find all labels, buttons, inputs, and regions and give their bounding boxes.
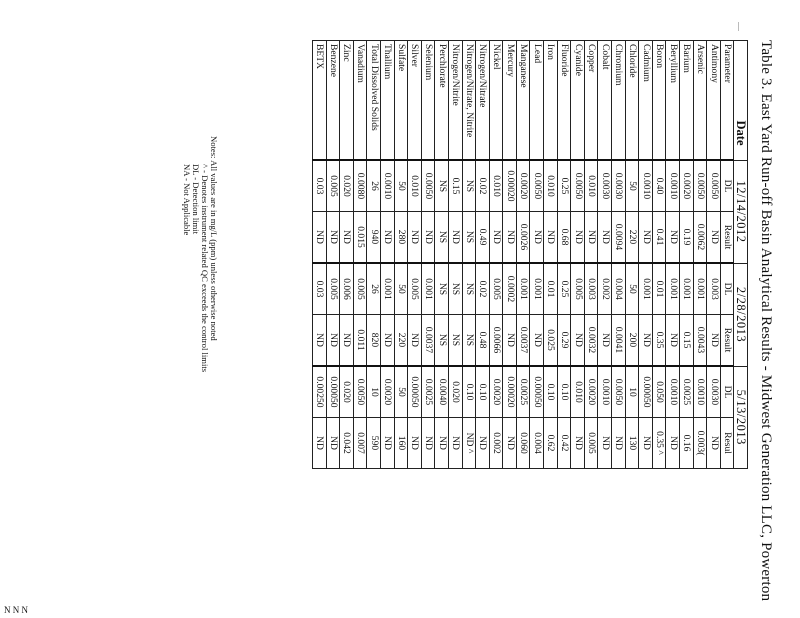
table-row xyxy=(380,41,394,469)
table-row xyxy=(353,41,367,469)
value-cell: ND xyxy=(435,418,449,469)
value-cell: ND xyxy=(380,418,394,469)
edge-letter: N xyxy=(12,605,20,615)
value-cell: 0.010 xyxy=(584,160,598,212)
value-cell: 0.0010 xyxy=(639,160,653,212)
table-row xyxy=(557,41,571,469)
table-row xyxy=(584,41,598,469)
value-cell: ND xyxy=(421,212,435,264)
date-header: 5/13/2013 xyxy=(734,366,748,469)
value-cell: 0.0094 xyxy=(612,212,626,264)
value-cell: 0.16 xyxy=(680,418,694,469)
parameter-cell: Iron xyxy=(544,41,558,161)
parameter-cell: BETX xyxy=(313,41,327,161)
value-cell: ND xyxy=(326,212,340,264)
value-cell: ND xyxy=(408,418,422,469)
value-cell: 0.0010 xyxy=(380,160,394,212)
table-row xyxy=(693,41,707,469)
column-header: Result xyxy=(720,212,734,264)
table-row xyxy=(598,41,612,469)
table-row xyxy=(462,41,476,469)
value-cell: 0.001 xyxy=(380,263,394,315)
value-cell: 0.00250 xyxy=(313,366,327,418)
table-row xyxy=(435,41,449,469)
value-cell: ND xyxy=(503,212,517,264)
parameter-cell: Vanadium xyxy=(353,41,367,161)
value-cell: 0.010 xyxy=(544,160,558,212)
table-row xyxy=(652,41,666,469)
value-cell: 0.001 xyxy=(530,263,544,315)
value-cell: 220 xyxy=(625,212,639,264)
edge-letter: N xyxy=(21,605,28,615)
value-cell: 0.02 xyxy=(476,263,490,315)
parameter-cell: Perchlorate xyxy=(435,41,449,161)
value-cell: 0.41 xyxy=(652,212,666,264)
value-cell: 0.0010 xyxy=(666,160,680,212)
value-cell: ND xyxy=(639,418,653,469)
value-cell: 0.0062 xyxy=(693,212,707,264)
value-cell: 0.00050 xyxy=(408,366,422,418)
value-cell: ND xyxy=(421,418,435,469)
table-row xyxy=(394,41,408,469)
value-cell: 0.050 xyxy=(652,366,666,418)
value-cell: 0.042 xyxy=(340,418,354,469)
value-cell: 220 xyxy=(394,315,408,367)
table-body xyxy=(313,41,721,469)
value-cell: ND xyxy=(380,212,394,264)
parameter-cell: Selenium xyxy=(421,41,435,161)
value-cell: 0.0037 xyxy=(421,315,435,367)
table-row xyxy=(408,41,422,469)
value-cell: ND xyxy=(340,315,354,367)
value-cell: 50 xyxy=(394,160,408,212)
value-cell: 0.25 xyxy=(557,263,571,315)
value-cell: 0.02 xyxy=(476,160,490,212)
value-cell: ND xyxy=(503,418,517,469)
value-cell: ND xyxy=(666,418,680,469)
column-header: DL xyxy=(720,263,734,315)
parameter-cell: Beryllium xyxy=(666,41,680,161)
value-cell: 0.49 xyxy=(476,212,490,264)
value-cell: 0.00050 xyxy=(530,366,544,418)
value-cell: 0.62 xyxy=(544,418,558,469)
value-cell: ND xyxy=(340,212,354,264)
value-cell: 0.40 xyxy=(652,160,666,212)
value-cell: 0.0010 xyxy=(693,366,707,418)
value-cell: 280 xyxy=(394,212,408,264)
value-cell: 0.03 xyxy=(313,160,327,212)
value-cell: 0.01 xyxy=(652,263,666,315)
value-cell: 0.29 xyxy=(557,315,571,367)
value-cell: 0.68 xyxy=(557,212,571,264)
value-cell: ND xyxy=(707,315,721,367)
parameter-cell: Manganese xyxy=(516,41,530,161)
value-cell: ND xyxy=(598,212,612,264)
parameter-cell: Chromium xyxy=(612,41,626,161)
parameter-cell: Arsenic xyxy=(693,41,707,161)
value-cell: 820 xyxy=(367,315,381,367)
value-cell: 0.00020 xyxy=(503,366,517,418)
value-cell: ND xyxy=(313,212,327,264)
value-cell: 0.0050 xyxy=(571,160,585,212)
parameter-cell: Benzene xyxy=(326,41,340,161)
value-cell: 160 xyxy=(394,418,408,469)
value-cell: 0.010 xyxy=(408,160,422,212)
value-cell: NS xyxy=(448,315,462,367)
value-cell: NS xyxy=(462,263,476,315)
value-cell: 0.0037 xyxy=(516,315,530,367)
value-cell: 0.0050 xyxy=(693,160,707,212)
value-cell: ND xyxy=(476,418,490,469)
table-row xyxy=(476,41,490,469)
value-cell: ND ^ xyxy=(462,418,476,469)
value-cell: 200 xyxy=(625,315,639,367)
value-cell: 0.005 xyxy=(326,263,340,315)
value-cell: 0.10 xyxy=(557,366,571,418)
value-cell: 0.0020 xyxy=(584,366,598,418)
value-cell: ND xyxy=(380,315,394,367)
value-cell: 0.005 xyxy=(584,418,598,469)
parameter-cell: Silver xyxy=(408,41,422,161)
parameter-cell: Boron xyxy=(652,41,666,161)
value-cell: 0.004 xyxy=(612,263,626,315)
value-cell: NS xyxy=(462,160,476,212)
value-cell: 0.020 xyxy=(448,366,462,418)
value-cell: 0.003 xyxy=(707,263,721,315)
parameter-cell: Chloride xyxy=(625,41,639,161)
value-cell: 0.10 xyxy=(544,366,558,418)
value-cell: ND xyxy=(544,212,558,264)
value-cell: 0.003 xyxy=(584,263,598,315)
parameter-cell: Zinc xyxy=(340,41,354,161)
value-cell: 0.001 xyxy=(516,263,530,315)
value-cell: 0.001 xyxy=(421,263,435,315)
edge-letters xyxy=(4,606,28,615)
value-cell: 50 xyxy=(625,263,639,315)
parameter-cell: Mercury xyxy=(503,41,517,161)
parameter-cell: Cobalt xyxy=(598,41,612,161)
value-cell: NS xyxy=(435,160,449,212)
value-cell: 0.01 xyxy=(544,263,558,315)
column-header: DL xyxy=(720,366,734,418)
value-cell: 0.35 ^ xyxy=(652,418,666,469)
value-cell: ND xyxy=(408,212,422,264)
value-cell: 0.007 xyxy=(353,418,367,469)
value-cell: 0.001 xyxy=(680,263,694,315)
value-cell: 0.0050 xyxy=(612,366,626,418)
value-cell: 0.0066 xyxy=(489,315,503,367)
value-cell: 0.0050 xyxy=(707,160,721,212)
table-row xyxy=(639,41,653,469)
note-line: Notes: All values are in mg/L (ppm) unless otherwise noted xyxy=(209,136,219,341)
parameter-cell: Nickel xyxy=(489,41,503,161)
table-row xyxy=(666,41,680,469)
value-cell: 0.002 xyxy=(489,418,503,469)
value-cell: ND xyxy=(503,315,517,367)
value-cell: 0.0050 xyxy=(530,160,544,212)
value-cell: 0.0050 xyxy=(353,366,367,418)
value-cell: ND xyxy=(313,315,327,367)
value-cell: ND xyxy=(326,315,340,367)
value-cell: ND xyxy=(584,212,598,264)
value-cell: NS xyxy=(462,212,476,264)
table-row xyxy=(544,41,558,469)
value-cell: ND xyxy=(612,418,626,469)
value-cell: 0.001 xyxy=(639,263,653,315)
edge-letter: N xyxy=(4,605,11,615)
value-cell: 0.15 xyxy=(680,315,694,367)
value-cell: 0.0020 xyxy=(516,160,530,212)
parameter-cell: Copper xyxy=(584,41,598,161)
value-cell: 0.10 xyxy=(476,366,490,418)
value-cell: 0.0010 xyxy=(598,366,612,418)
value-cell: 0.0026 xyxy=(516,212,530,264)
table-row xyxy=(503,41,517,469)
date-header: 2/28/2013 xyxy=(734,263,748,366)
value-cell: NS xyxy=(435,315,449,367)
value-cell: 50 xyxy=(394,263,408,315)
value-cell: 0.025 xyxy=(544,315,558,367)
value-cell: 0.020 xyxy=(340,160,354,212)
value-cell: 0.0030 xyxy=(612,160,626,212)
value-cell: 0.005 xyxy=(408,263,422,315)
value-cell: NS xyxy=(448,263,462,315)
parameter-cell: Cadmium xyxy=(639,41,653,161)
parameter-cell: Sulfate xyxy=(394,41,408,161)
value-cell: ND xyxy=(598,418,612,469)
table-row xyxy=(680,41,694,469)
table-row xyxy=(340,41,354,469)
value-cell: ND xyxy=(571,212,585,264)
value-cell: ND xyxy=(448,418,462,469)
value-cell: 0.001 xyxy=(693,263,707,315)
value-cell: 0.005 xyxy=(489,263,503,315)
table-row xyxy=(571,41,585,469)
column-header: Parameter xyxy=(720,41,734,161)
table-row xyxy=(625,41,639,469)
value-cell: 0.0025 xyxy=(680,366,694,418)
value-cell: 0.0025 xyxy=(516,366,530,418)
value-cell: ND xyxy=(313,418,327,469)
value-cell: 940 xyxy=(367,212,381,264)
value-cell: 0.005 xyxy=(326,160,340,212)
value-cell: 0.015 xyxy=(353,212,367,264)
parameter-cell: Thallium xyxy=(380,41,394,161)
value-cell: 0.15 xyxy=(448,160,462,212)
value-cell: 10 xyxy=(367,366,381,418)
value-cell: 0.005 xyxy=(571,263,585,315)
value-cell: 0.03 xyxy=(313,263,327,315)
value-cell: 0.006 xyxy=(340,263,354,315)
value-cell: 590 xyxy=(367,418,381,469)
value-cell: 0.0030 xyxy=(707,366,721,418)
value-cell: ND xyxy=(598,315,612,367)
value-cell: 0.0020 xyxy=(680,160,694,212)
table-row xyxy=(421,41,435,469)
parameter-cell: Antimony xyxy=(707,41,721,161)
value-cell: 0.010 xyxy=(489,160,503,212)
parameter-cell: Nitrogen/Nitrite xyxy=(448,41,462,161)
value-cell: 0.00050 xyxy=(639,366,653,418)
column-header: DL xyxy=(720,160,734,212)
value-cell: NS xyxy=(462,315,476,367)
date-row xyxy=(734,41,748,469)
value-cell: ND xyxy=(530,315,544,367)
table-row xyxy=(707,41,721,469)
value-cell: 0.0025 xyxy=(421,366,435,418)
value-cell: 0.0050 xyxy=(421,160,435,212)
value-cell: ND xyxy=(666,212,680,264)
value-cell: 0.19 xyxy=(680,212,694,264)
value-cell: 0.0030 xyxy=(598,160,612,212)
table-row xyxy=(516,41,530,469)
value-cell: 0.0002 xyxy=(503,263,517,315)
table-row xyxy=(448,41,462,469)
value-cell: 0.060 xyxy=(516,418,530,469)
value-cell: ND xyxy=(707,418,721,469)
value-cell: NS xyxy=(435,212,449,264)
notes-block xyxy=(182,136,218,372)
value-cell: 0.0040 xyxy=(435,366,449,418)
table-row xyxy=(326,41,340,469)
value-cell: 0.10 xyxy=(462,366,476,418)
value-cell: 0.00020 xyxy=(503,160,517,212)
value-cell: ND xyxy=(408,315,422,367)
value-cell: ND xyxy=(639,212,653,264)
value-cell: 0.001 xyxy=(666,263,680,315)
value-cell: 0.0043 xyxy=(693,315,707,367)
column-header: Result xyxy=(720,315,734,367)
parameter-cell: Barium xyxy=(680,41,694,161)
table-title: Table 3. East Yard Run-off Basin Analytical Results - Midwest Generation LLC, Powerton xyxy=(758,40,774,602)
value-cell: 0.35 xyxy=(652,315,666,367)
results-table xyxy=(312,40,748,469)
value-cell: 0.011 xyxy=(353,315,367,367)
value-cell: 0.020 xyxy=(340,366,354,418)
value-cell: 130 xyxy=(625,418,639,469)
parameter-cell: Total Dissolved Solids xyxy=(367,41,381,161)
date-label: Date xyxy=(734,41,748,161)
parameter-cell: Fluoride xyxy=(557,41,571,161)
value-cell: 0.0032 xyxy=(584,315,598,367)
rotated-content xyxy=(176,12,776,618)
value-cell: NS xyxy=(435,263,449,315)
parameter-cell: Lead xyxy=(530,41,544,161)
value-cell: 0.0020 xyxy=(380,366,394,418)
value-cell: ND xyxy=(571,315,585,367)
table-row xyxy=(530,41,544,469)
note-line: ^ - Denotes instrument related QC exceeds the control limits xyxy=(200,164,210,373)
parameter-cell: Nitrogen/Nitrate xyxy=(476,41,490,161)
value-cell: 0.0010 xyxy=(666,366,680,418)
value-cell: ND xyxy=(326,418,340,469)
value-cell: ND xyxy=(639,315,653,367)
value-cell: ND xyxy=(571,418,585,469)
value-cell: 50 xyxy=(394,366,408,418)
value-cell: 0.00050 xyxy=(326,366,340,418)
value-cell: ND xyxy=(666,315,680,367)
column-header-row xyxy=(720,41,734,469)
value-cell: 0.0020 xyxy=(489,366,503,418)
value-cell: 0.005 xyxy=(353,263,367,315)
value-cell: 0.0041 xyxy=(612,315,626,367)
value-cell: 0.002 xyxy=(598,263,612,315)
value-cell: ND xyxy=(530,212,544,264)
value-cell: 26 xyxy=(367,263,381,315)
value-cell: 26 xyxy=(367,160,381,212)
parameter-cell: Nitrogen/Nitrate, Nitrite xyxy=(462,41,476,161)
value-cell: ND xyxy=(489,212,503,264)
table-row xyxy=(489,41,503,469)
column-header: Resul xyxy=(720,418,734,469)
value-cell: ND xyxy=(707,212,721,264)
note-line: DL - Detection limit xyxy=(191,164,201,235)
value-cell: 50 xyxy=(625,160,639,212)
value-cell: 0.48 xyxy=(476,315,490,367)
date-header: 12/14/2012 xyxy=(734,160,748,263)
note-line: NA - Not Applicable xyxy=(182,164,192,236)
table-row xyxy=(313,41,327,469)
table-row xyxy=(367,41,381,469)
value-cell: ND xyxy=(448,212,462,264)
value-cell: 0.010 xyxy=(571,366,585,418)
value-cell: 0.25 xyxy=(557,160,571,212)
parameter-cell: Cyanide xyxy=(571,41,585,161)
value-cell: 0.003( xyxy=(693,418,707,469)
value-cell: 0.42 xyxy=(557,418,571,469)
value-cell: 0.004 xyxy=(530,418,544,469)
table-row xyxy=(612,41,626,469)
value-cell: 10 xyxy=(625,366,639,418)
value-cell: 0.0080 xyxy=(353,160,367,212)
